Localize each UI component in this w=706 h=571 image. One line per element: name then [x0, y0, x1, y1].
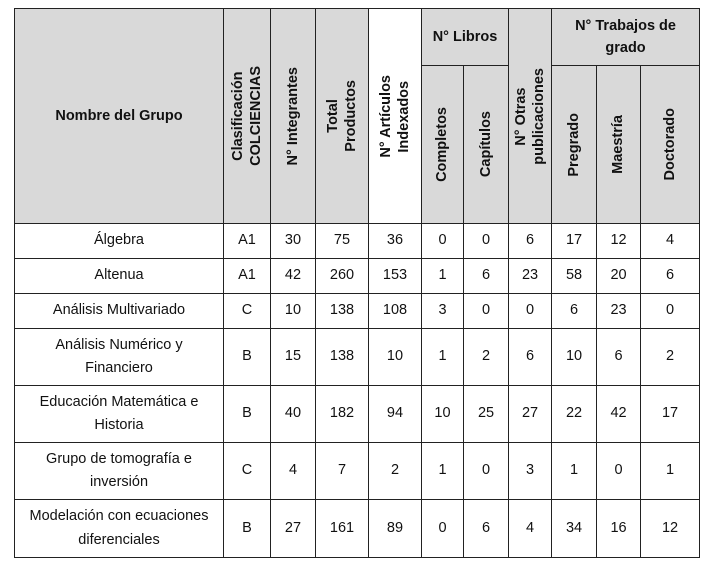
- header-other-publications: [509, 9, 552, 224]
- cell-masters: 42: [597, 386, 641, 443]
- header-other-line2: publicaciones: [531, 67, 548, 165]
- cell-members: 10: [271, 294, 316, 329]
- cell-other-publications: 6: [509, 329, 552, 386]
- table-row: [15, 386, 700, 443]
- cell-group-name: Grupo de tomografía e inversión: [15, 443, 224, 500]
- cell-other-publications: 3: [509, 443, 552, 500]
- cell-books-chapters: 0: [464, 294, 509, 329]
- table-row: [15, 500, 700, 558]
- cell-members: 4: [271, 443, 316, 500]
- cell-products: 75: [316, 224, 369, 259]
- cell-products: 182: [316, 386, 369, 443]
- cell-products: 7: [316, 443, 369, 500]
- cell-books-chapters: 25: [464, 386, 509, 443]
- cell-undergrad: 22: [552, 386, 597, 443]
- cell-classification: C: [224, 294, 271, 329]
- cell-classification: A1: [224, 224, 271, 259]
- cell-books-chapters: 2: [464, 329, 509, 386]
- cell-doctorate: 17: [641, 386, 700, 443]
- cell-classification: B: [224, 329, 271, 386]
- header-articles: [369, 9, 422, 224]
- cell-books-complete: 1: [422, 329, 464, 386]
- cell-books-chapters: 0: [464, 443, 509, 500]
- header-theses-group: N° Trabajos de grado: [552, 9, 700, 66]
- cell-undergrad: 1: [552, 443, 597, 500]
- header-classification-line1: Clasificación: [229, 71, 246, 161]
- cell-products: 161: [316, 500, 369, 558]
- cell-doctorate: 0: [641, 294, 700, 329]
- cell-doctorate: 4: [641, 224, 700, 259]
- cell-articles: 2: [369, 443, 422, 500]
- header-products: [316, 9, 369, 224]
- research-groups-table: [14, 8, 700, 558]
- cell-products: 260: [316, 259, 369, 294]
- cell-undergrad: 17: [552, 224, 597, 259]
- cell-doctorate: 12: [641, 500, 700, 558]
- cell-other-publications: 4: [509, 500, 552, 558]
- cell-masters: 23: [597, 294, 641, 329]
- header-theses-undergrad: Pregrado: [552, 66, 597, 224]
- cell-articles: 108: [369, 294, 422, 329]
- header-theses-masters: Maestría: [597, 66, 641, 224]
- cell-classification: C: [224, 443, 271, 500]
- cell-other-publications: 27: [509, 386, 552, 443]
- cell-other-publications: 23: [509, 259, 552, 294]
- cell-doctorate: 2: [641, 329, 700, 386]
- cell-group-name: Altenua: [15, 259, 224, 294]
- cell-classification: A1: [224, 259, 271, 294]
- cell-products: 138: [316, 294, 369, 329]
- header-classification: [224, 9, 271, 224]
- header-articles-line1: N° Artículos: [377, 74, 394, 158]
- cell-books-complete: 3: [422, 294, 464, 329]
- cell-masters: 20: [597, 259, 641, 294]
- table-row: [15, 443, 700, 500]
- cell-books-chapters: 6: [464, 259, 509, 294]
- cell-classification: B: [224, 386, 271, 443]
- table-row: [15, 224, 700, 259]
- header-classification-line2: COLCIENCIAS: [248, 66, 264, 166]
- cell-group-name: Educación Matemática e Historia: [15, 386, 224, 443]
- header-products-line1: Total: [324, 99, 341, 133]
- cell-doctorate: 1: [641, 443, 700, 500]
- cell-masters: 6: [597, 329, 641, 386]
- cell-members: 27: [271, 500, 316, 558]
- cell-group-name: Álgebra: [15, 224, 224, 259]
- cell-group-name: Modelación con ecuaciones diferenciales: [15, 500, 224, 558]
- cell-undergrad: 10: [552, 329, 597, 386]
- cell-articles: 10: [369, 329, 422, 386]
- cell-undergrad: 34: [552, 500, 597, 558]
- header-group-name: Nombre del Grupo: [15, 9, 224, 224]
- cell-articles: 36: [369, 224, 422, 259]
- cell-group-name: Análisis Multivariado: [15, 294, 224, 329]
- cell-books-complete: 0: [422, 224, 464, 259]
- header-books-chapters: Capítulos: [464, 66, 509, 224]
- cell-other-publications: 0: [509, 294, 552, 329]
- cell-books-complete: 0: [422, 500, 464, 558]
- header-other-line1: N° Otras: [512, 86, 529, 146]
- cell-articles: 94: [369, 386, 422, 443]
- cell-books-chapters: 0: [464, 224, 509, 259]
- header-members: N° Integrantes: [271, 9, 316, 224]
- cell-books-complete: 10: [422, 386, 464, 443]
- cell-members: 30: [271, 224, 316, 259]
- cell-products: 138: [316, 329, 369, 386]
- cell-group-name: Análisis Numérico y Financiero: [15, 329, 224, 386]
- cell-members: 40: [271, 386, 316, 443]
- header-articles-line2: Indexados: [396, 80, 412, 152]
- header-books-group: N° Libros: [422, 9, 509, 66]
- cell-undergrad: 6: [552, 294, 597, 329]
- table-row: [15, 329, 700, 386]
- header-books-complete: Completos: [422, 66, 464, 224]
- cell-books-complete: 1: [422, 259, 464, 294]
- table-row: [15, 259, 700, 294]
- cell-members: 42: [271, 259, 316, 294]
- cell-books-complete: 1: [422, 443, 464, 500]
- cell-doctorate: 6: [641, 259, 700, 294]
- header-theses-doctorate: Doctorado: [641, 66, 700, 224]
- cell-articles: 153: [369, 259, 422, 294]
- table-row: [15, 294, 700, 329]
- cell-masters: 0: [597, 443, 641, 500]
- cell-classification: B: [224, 500, 271, 558]
- cell-undergrad: 58: [552, 259, 597, 294]
- cell-masters: 16: [597, 500, 641, 558]
- cell-members: 15: [271, 329, 316, 386]
- header-products-line2: Productos: [343, 80, 359, 152]
- cell-other-publications: 6: [509, 224, 552, 259]
- cell-articles: 89: [369, 500, 422, 558]
- cell-books-chapters: 6: [464, 500, 509, 558]
- cell-masters: 12: [597, 224, 641, 259]
